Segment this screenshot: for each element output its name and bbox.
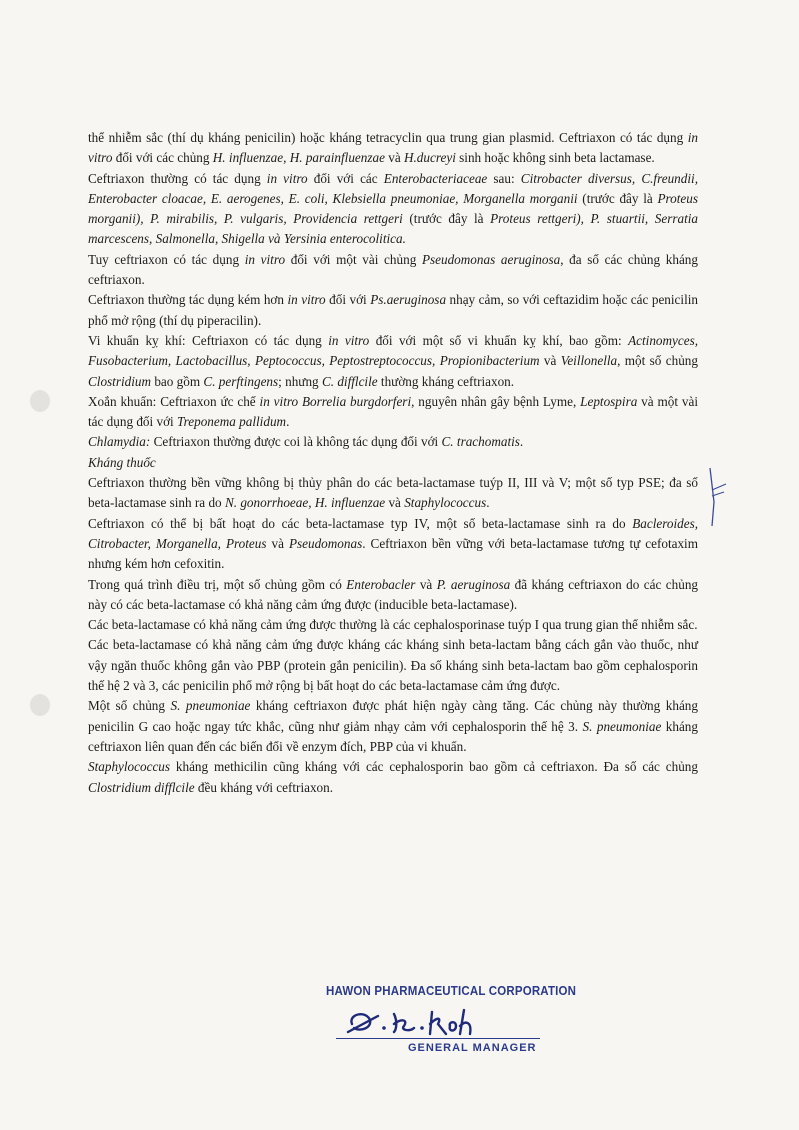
paragraph (88, 757, 698, 798)
paragraph (88, 473, 698, 514)
document-body (88, 128, 698, 798)
text-run: nhạy cảm, so với ceftazidim hoặc các penicilin phổ mở rộng (thí dụ piperacilin). (88, 292, 698, 328)
text-run: Ceftriaxon có thể bị bất hoạt do các beta-lactamase typ IV, một số beta-lactamase sinh ra do (88, 515, 633, 531)
italic-run: Proteus rettgeri), P. stuartii, Serratia marcescens, Salmonella, Shigella và Yersinia enterocolitica. (88, 211, 698, 247)
paragraph (88, 290, 698, 331)
italic-run: Ps.aeruginosa (370, 292, 447, 308)
italic-run: Staphylococcus (88, 759, 171, 775)
italic-run: P. aeruginosa (436, 576, 511, 592)
text-run: Trong quá trình điều trị, một số chủng gồm có (88, 576, 347, 592)
italic-run: Enterobacler (346, 576, 416, 592)
italic-run: Enterobacteriaceae (383, 170, 488, 186)
text-run: và (384, 150, 404, 166)
text-run: kháng methicilin cũng kháng với các cephalosporin bao gồm cả ceftriaxon. Đa số các chủng (170, 759, 698, 775)
italic-run: Chlamydia: (88, 434, 151, 450)
italic-run: Proteus morganii), P. mirabilis, P. vulgaris, Providencia rettgeri (88, 190, 698, 227)
italic-run: Kháng thuốc (88, 454, 156, 470)
text-run: , nguyên nhân gây bệnh Lyme, (411, 393, 581, 409)
paragraph (88, 169, 698, 250)
italic-run: in vitro (244, 251, 286, 267)
text-run: . (286, 414, 290, 430)
text-run: , đa số các chủng kháng ceftriaxon. (88, 251, 698, 288)
text-run: đối với các chủng (112, 150, 213, 166)
italic-run: Treponema pallidum (177, 414, 287, 430)
text-run: bao gồm (151, 373, 204, 389)
text-run: Ceftriaxon thường có tác dụng (88, 170, 267, 186)
text-run: sinh hoặc không sinh beta lactamase. (455, 150, 655, 166)
italic-run: in vitro (88, 130, 698, 166)
italic-run: in vitro (266, 170, 308, 186)
italic-run: S. pneumoniae (582, 718, 662, 734)
italic-run: Veillonella (560, 353, 618, 369)
text-run: và một vài tác dụng đối với (88, 393, 699, 430)
text-run: đối với (325, 292, 371, 308)
text-run: Ceftriaxon thường bền vững không bị thủy phân do các beta-lactamase tuýp II, III và V; một số typ PSE; đa số beta-lactamase sinh ra do (88, 475, 698, 511)
stamp-underline (336, 1038, 540, 1039)
italic-run: C. trachomatis (441, 434, 520, 450)
italic-run: Pseudomonas (288, 535, 363, 551)
italic-run: N. gonorrhoeae, H. influenzae (224, 495, 386, 511)
text-run: Ceftriaxon thường tác dụng kém hơn (88, 292, 288, 308)
text-run: và (539, 353, 561, 369)
handwritten-signature (338, 1002, 488, 1042)
paragraph (88, 331, 698, 392)
text-run: ; nhưng (278, 373, 322, 389)
text-run: Các beta-lactamase có khả năng cảm ứng được thường là các cephalosporinase tuýp I qua trung gian thể nhiễm sắc. (88, 617, 698, 633)
text-run: Xoắn khuẩn: Ceftriaxon ức chế (88, 393, 260, 409)
text-run: Tuy ceftriaxon có tác dụng (88, 251, 245, 267)
text-run: , một số chủng (617, 353, 698, 369)
italic-run: Leptospira (580, 393, 638, 409)
paragraph (88, 128, 698, 169)
text-run: và (415, 576, 437, 592)
text-run: . Ceftriaxon bền vững với beta-lactamase tương tự cefotaxim nhưng kém hơn cefoxitin. (88, 535, 698, 572)
text-run: đều kháng với ceftriaxon. (194, 779, 334, 795)
text-run: . (519, 434, 524, 450)
text-run: . (486, 495, 490, 511)
text-run: và (266, 535, 289, 551)
italic-run: Pseudomonas aeruginosa (421, 251, 561, 267)
italic-run: in vitro Borrelia burgdorferi (259, 393, 412, 409)
stamp-company-name: HAWON PHARMACEUTICAL CORPORATION (326, 984, 577, 998)
paragraph (88, 453, 698, 473)
margin-pen-mark (706, 462, 732, 532)
italic-run: in vitro (287, 292, 326, 308)
punch-hole-bottom (30, 694, 50, 716)
italic-run: Clostridium (88, 373, 152, 389)
text-run: kháng ceftriaxon được phát hiện ngày càng tăng. Các chủng này thường kháng penicilin G cao hoặc ngay tức khắc, cũng như giảm nhạy cảm với cephalosporin thế hệ 3. (88, 698, 698, 734)
text-run: đối với một vài chủng (285, 251, 422, 267)
text-run: thường kháng ceftriaxon. (377, 373, 515, 389)
paragraph (88, 615, 698, 635)
text-run: đối với một số vi khuẩn kỵ khí, bao gồm: (369, 332, 629, 348)
italic-run: C. perftingens (203, 373, 279, 389)
italic-run: Actinomyces, Fusobacterium, Lactobacillus, Peptococcus, Peptostreptococcus, Propionibacterium (88, 332, 699, 369)
italic-run: C. difflcile (321, 373, 378, 389)
text-run: Các beta-lactamase có khả năng cảm ứng được kháng các kháng sinh beta-lactam bằng cách gắn vào thuốc, như vậy ngăn thuốc không gắn vào PBP (protein gắn penicilin). Đa số kháng sinh beta-lactam bao gồm cephalosporin thế hệ 2 và 3, các penicilin phổ mở rộng bị bất hoạt do các beta-lactamase cảm ứng được. (88, 637, 698, 694)
text-run: và (385, 495, 405, 511)
italic-run: Citrobacter diversus, C.freundii, Enterobacter cloacae, E. aerogenes, E. coli, Klebsiella pneumoniae, Morganella morganii (88, 170, 698, 206)
text-run: (trước đây là (577, 190, 658, 206)
punch-hole-top (30, 390, 50, 412)
italic-run: in vitro (328, 332, 370, 348)
italic-run: Staphylococcus (404, 495, 487, 511)
paragraph (88, 432, 698, 452)
italic-run: H.ducreyi (403, 150, 456, 166)
text-run: Một số chủng (88, 698, 171, 714)
paragraph (88, 696, 698, 757)
text-run: đã kháng ceftriaxon do các chủng này có các beta-lactamase có khả năng cảm ứng được (inducible beta-lactamase). (88, 576, 699, 612)
text-run: kháng ceftriaxon liên quan đến các biến đổi về enzym đích, PBP của vi khuẩn. (88, 718, 698, 754)
text-run: đối với các (307, 170, 384, 186)
paragraph (88, 635, 698, 696)
paragraph (88, 250, 698, 291)
company-stamp (322, 984, 577, 1060)
text-run: thể nhiễm sắc (thí dụ kháng penicilin) hoặc kháng tetracyclin qua trung gian plasmid. Ceftriaxon có tác dụng (88, 130, 688, 145)
paragraph (88, 575, 698, 616)
text-run: Ceftriaxon thường được coi là không tác dụng đối với (150, 434, 442, 450)
italic-run: S. pneumoniae (170, 698, 251, 714)
text-run: Vi khuẩn kỵ khí: Ceftriaxon có tác dụng (88, 332, 329, 348)
italic-run: Clostridium difflcile (88, 779, 195, 795)
text-run: (trước đây là (402, 211, 491, 227)
italic-run: H. influenzae, H. parainfluenzae (212, 150, 385, 166)
italic-run: Bacleroides, Citrobacter, Morganella, Proteus (88, 515, 698, 551)
paragraph (88, 392, 698, 433)
stamp-title: GENERAL MANAGER (408, 1042, 537, 1054)
text-run: sau: (487, 170, 521, 186)
paragraph (88, 514, 698, 575)
